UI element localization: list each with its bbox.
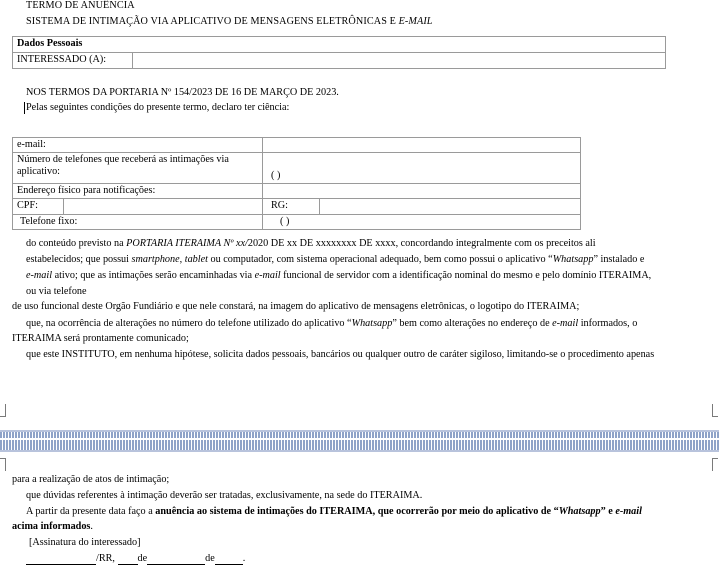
subtitle-text: SISTEMA DE INTIMAÇÃO VIA APLICATIVO DE MENSAGENS ELETRÔNICAS E	[26, 16, 399, 27]
date-place-line: /RR, de de .	[26, 553, 245, 565]
landline-field[interactable]	[263, 214, 581, 229]
landline-area-code: ( )	[280, 215, 290, 227]
page-corner-mark-tl	[0, 458, 6, 471]
page2-line-4: acima informados.	[12, 521, 93, 532]
body-line-3: e-mail ativo; que as intimações serão encaminhadas via e-mail funcional de servidor com a identificação nominal do mesmo e pelo domínio ITERAIMA,	[26, 270, 652, 281]
body-line-1: do conteúdo previsto na PORTARIA ITERAIMA Nº xx/2020 DE xx DE xxxxxxxx DE xxxx, concordando integralmente com os preceitos ali	[26, 238, 596, 249]
page-break-gap	[0, 438, 719, 440]
day-blank[interactable]	[118, 554, 138, 565]
signature-label: [Assinatura do interessado]	[29, 537, 141, 548]
personal-data-table	[12, 36, 666, 69]
document-subtitle	[26, 16, 433, 28]
page2-line-1: para a realização de atos de intimação;	[12, 474, 170, 485]
body-line-6: que, na ocorrência de alterações no número do telefone utilizado do aplicativo “Whatsapp” bem como alterações no endereço de e-mail informados, o	[26, 318, 638, 329]
document-title: TERMO DE ANUÊNCIA	[26, 0, 135, 11]
text-cursor	[24, 102, 25, 114]
body-line-5: de uso funcional deste Orgão Fundiário e que nele constará, na imagem do aplicativo de mensagens eletrônicas, o logotipo do ITERAIMA;	[12, 301, 580, 312]
year-blank[interactable]	[215, 554, 243, 565]
phones-area-code: ( )	[271, 170, 281, 181]
subtitle-email: E-MAIL	[398, 16, 433, 27]
page-corner-mark-tr	[712, 458, 718, 471]
interessado-label: INTERESSADO (A):	[13, 53, 133, 69]
portaria-line: NOS TERMOS DA PORTARIA Nº 154/2023 DE 16 DE MARÇO DE 2023.	[26, 87, 339, 98]
phones-label: Número de telefones que receberá as intimações via aplicativo:	[13, 153, 263, 184]
rg-field[interactable]	[320, 199, 581, 214]
address-label: Endereço físico para notificações:	[13, 184, 263, 199]
body-line-2: estabelecidos; que possui smartphone, tablet ou computador, com sistema operacional adequado, bem como possui o aplicativo “Whatsapp” instalado e	[26, 254, 645, 265]
page2-line-2: que dúvidas referentes à intimação deverão ser tratadas, exclusivamente, na sede do ITERAIMA.	[26, 490, 423, 501]
cpf-field[interactable]	[64, 199, 263, 214]
body-line-8: que este INSTITUTO, em nenhuma hipótese, solicita dados pessoais, bancários ou qualquer outro de caráter sigiloso, limitando-se o procedimento apenas	[26, 349, 655, 360]
page2-line-3: A partir da presente data faço a anuência ao sistema de intimações do ITERAIMA, que ocorrerão por meio do aplicativo de “Whatsapp” e e-mail	[26, 506, 642, 517]
interessado-field[interactable]	[133, 53, 666, 69]
phones-field[interactable]	[263, 153, 581, 184]
month-blank[interactable]	[147, 554, 205, 565]
rg-label: RG:	[263, 199, 320, 214]
body-line-4: ou via telefone	[26, 286, 87, 297]
page-corner-mark-bl	[0, 404, 6, 417]
email-label: e-mail:	[13, 138, 263, 153]
contact-form-table	[12, 137, 581, 230]
city-blank[interactable]	[26, 554, 96, 565]
personal-data-heading: Dados Pessoais	[13, 37, 666, 53]
cpf-label: CPF:	[13, 199, 64, 214]
body-line-7: ITERAIMA será prontamente comunicado;	[12, 333, 189, 344]
page-corner-mark-br	[712, 404, 718, 417]
conditions-line: Pelas seguintes condições do presente termo, declaro ter ciência:	[26, 102, 290, 113]
address-field[interactable]	[263, 184, 581, 199]
landline-label: Telefone fixo:	[13, 214, 263, 229]
email-field[interactable]	[263, 138, 581, 153]
page-break	[0, 430, 719, 452]
